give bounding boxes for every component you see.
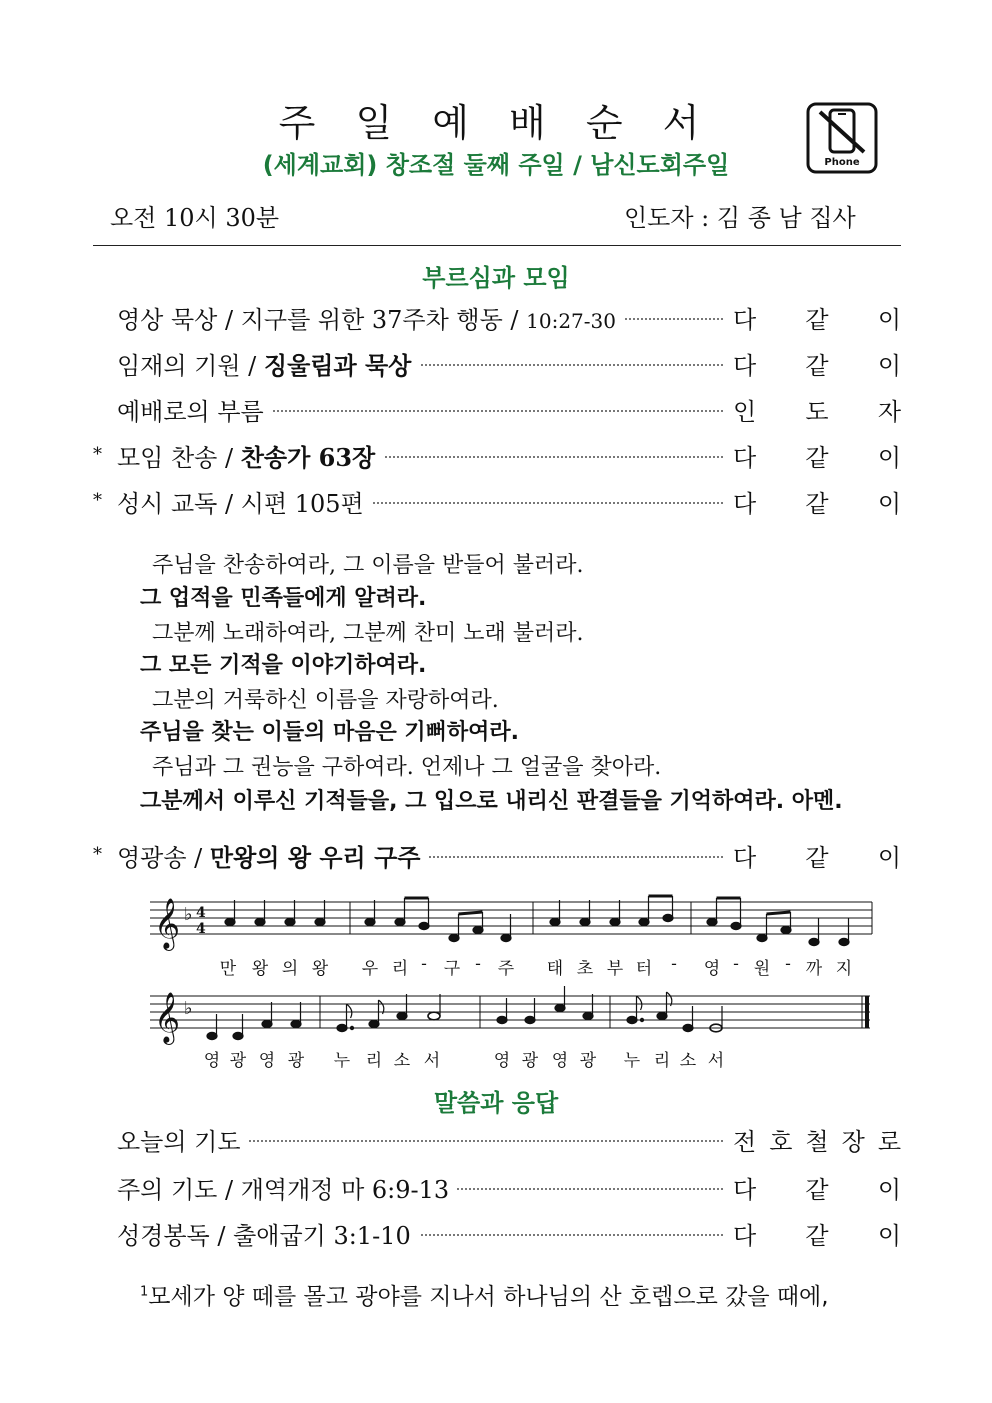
order-item-who: 다 같 이 bbox=[733, 844, 901, 872]
psalm-line-response: 그 모든 기적을 이야기하여라. bbox=[140, 653, 427, 678]
order-item-who: 다 같 이 bbox=[733, 444, 901, 472]
order-item-scripture-reading bbox=[93, 1216, 901, 1252]
lyric-syllable: 서 bbox=[707, 1051, 725, 1071]
order-item-lords-prayer bbox=[93, 1170, 901, 1206]
lyric-syllable: 광 bbox=[229, 1051, 247, 1071]
lyric-syllable: 리 bbox=[365, 1051, 383, 1071]
lyric-syllable: 리 bbox=[653, 1051, 671, 1071]
lyric-syllable: 태 bbox=[546, 959, 564, 979]
service-time: 오전 10시 30분 bbox=[110, 204, 280, 232]
order-item-label: 성시 교독 / 시편 105편 bbox=[117, 484, 372, 519]
order-item-who: 다 같 이 bbox=[733, 1222, 901, 1250]
flat-icon: ♭ bbox=[184, 904, 193, 925]
order-item-label: 영상 묵상 / 지구를 위한 37주차 행동 / 10:27-30 bbox=[117, 300, 624, 335]
order-item-call-to-worship bbox=[93, 392, 901, 428]
order-item-label: 주의 기도 / 개역개정 마 6:9-13 bbox=[117, 1170, 457, 1205]
order-item-who: 다 같 이 bbox=[733, 306, 901, 334]
order-item-prayer-of-day bbox=[93, 1122, 901, 1158]
lyric-syllable: 누 bbox=[623, 1051, 641, 1071]
time-sig-bottom: 4 bbox=[196, 921, 206, 937]
time-sig-top: 4 bbox=[196, 905, 206, 921]
lyric-syllable: 영 bbox=[551, 1051, 569, 1071]
lyric-syllable: 누 bbox=[333, 1051, 351, 1071]
lyric-syllable: 소 bbox=[679, 1051, 697, 1071]
lyric-syllable: 의 bbox=[281, 959, 299, 979]
lyric-syllable: 지 bbox=[835, 959, 853, 979]
section-heading-word: 말씀과 응답 bbox=[433, 1089, 559, 1117]
order-item-label: 성경봉독 / 출애굽기 3:1-10 bbox=[117, 1216, 419, 1251]
standing-mark: * bbox=[93, 490, 102, 511]
notes-line-1 bbox=[225, 896, 849, 946]
lyric-syllable: 주 bbox=[497, 959, 515, 979]
order-item-gloria bbox=[93, 838, 901, 874]
lyric-syllable: 영 bbox=[203, 1051, 221, 1071]
lyric-syllable: 왕 bbox=[311, 959, 329, 979]
order-item-label: 모임 찬송 / 찬송가 63장 bbox=[117, 438, 383, 473]
lyric-syllable: 서 bbox=[423, 1051, 441, 1071]
order-item-label: 영광송 / 만왕의 왕 우리 구주 bbox=[117, 838, 428, 873]
notes-line-2 bbox=[207, 986, 722, 1040]
order-item-who: 다 같 이 bbox=[733, 352, 901, 380]
lyric-syllable: 광 bbox=[579, 1051, 597, 1071]
lyric-syllable: 부 bbox=[606, 959, 624, 979]
treble-clef-icon: 𝄞 bbox=[154, 992, 181, 1043]
order-item-who: 다 같 이 bbox=[733, 490, 901, 518]
order-item-invocation bbox=[93, 346, 901, 382]
order-item-responsive-reading bbox=[93, 484, 901, 520]
lyric-syllable: 터 bbox=[635, 959, 653, 979]
lyric-syllable: 광 bbox=[287, 1051, 305, 1071]
psalm-line-leader: 그분의 거룩하신 이름을 자랑하여라. bbox=[152, 688, 499, 713]
music-staff-1 bbox=[150, 892, 880, 982]
lyric-syllable: - bbox=[733, 954, 739, 974]
psalm-line-response: 그분께서 이루신 기적들을, 그 입으로 내리신 판결들을 기억하여라. 아멘. bbox=[140, 789, 843, 814]
psalm-line-response: 그 업적을 민족들에게 알려라. bbox=[140, 586, 427, 611]
lyric-syllable: 까 bbox=[805, 959, 823, 979]
order-item-label: 임재의 기원 / 징울림과 묵상 bbox=[117, 346, 419, 381]
lyric-syllable: - bbox=[421, 954, 427, 974]
lyric-syllable: 영 bbox=[493, 1051, 511, 1071]
order-item-video-meditation bbox=[93, 300, 901, 336]
verse-number: 1 bbox=[140, 1284, 149, 1300]
lyric-syllable: 리 bbox=[391, 959, 409, 979]
lyric-syllable: 원 bbox=[753, 959, 771, 979]
treble-clef-icon: 𝄞 bbox=[154, 898, 181, 949]
psalm-line-response: 주님을 찾는 이들의 마음은 기뻐하여라. bbox=[140, 720, 520, 745]
order-item-who: 전 호 철 장 로 bbox=[733, 1128, 901, 1156]
lyric-syllable: 광 bbox=[521, 1051, 539, 1071]
section-heading-call: 부르심과 모임 bbox=[422, 264, 570, 292]
standing-mark: * bbox=[93, 844, 102, 865]
psalm-line-leader: 주님을 찬송하여라, 그 이름을 받들어 불러라. bbox=[152, 553, 584, 578]
psalm-line-leader: 그분께 노래하여라, 그분께 찬미 노래 불러라. bbox=[152, 621, 584, 646]
lyrics-line-1 bbox=[150, 954, 880, 978]
lyric-syllable: - bbox=[671, 954, 677, 974]
lyric-syllable: - bbox=[475, 954, 481, 974]
lyric-syllable: 소 bbox=[393, 1051, 411, 1071]
final-barline bbox=[865, 996, 869, 1028]
page-subtitle: (세계교회) 창조절 둘째 주일 / 남신도회주일 bbox=[262, 151, 730, 179]
standing-mark: * bbox=[93, 444, 102, 465]
no-phone-icon bbox=[806, 102, 878, 174]
lyric-syllable: 왕 bbox=[251, 959, 269, 979]
service-leader: 인도자 : 김 종 남 집사 bbox=[624, 204, 856, 232]
page-title: 주 일 예 배 순 서 bbox=[278, 101, 714, 145]
staff-lines-2 bbox=[150, 986, 880, 1046]
staff-lines-1 bbox=[150, 892, 880, 952]
lyric-syllable: - bbox=[785, 954, 791, 974]
order-item-label: 예배로의 부름 bbox=[117, 392, 272, 427]
lyric-syllable: 우 bbox=[361, 959, 379, 979]
lyric-syllable: 영 bbox=[258, 1051, 276, 1071]
order-item-who: 인 도 자 bbox=[733, 398, 901, 426]
psalm-line-leader: 주님과 그 권능을 구하여라. 언제나 그 얼굴을 찾아라. bbox=[152, 755, 662, 780]
scripture-verse bbox=[140, 1278, 829, 1311]
music-staff-2 bbox=[150, 986, 880, 1074]
lyric-syllable: 만 bbox=[219, 959, 237, 979]
phone-badge-text: Phone bbox=[824, 157, 860, 168]
lyric-syllable: 초 bbox=[576, 959, 594, 979]
order-item-label: 오늘의 기도 bbox=[117, 1122, 249, 1157]
lyric-syllable: 구 bbox=[443, 959, 461, 979]
lyrics-line-2 bbox=[150, 1046, 880, 1070]
header-divider bbox=[93, 245, 901, 246]
lyric-syllable: 영 bbox=[703, 959, 721, 979]
order-item-gathering-hymn bbox=[93, 438, 901, 474]
verse-text: 모세가 양 떼를 몰고 광야를 지나서 하나님의 산 호렙으로 갔을 때에, bbox=[148, 1284, 829, 1310]
order-item-who: 다 같 이 bbox=[733, 1176, 901, 1204]
flat-icon: ♭ bbox=[184, 998, 193, 1019]
